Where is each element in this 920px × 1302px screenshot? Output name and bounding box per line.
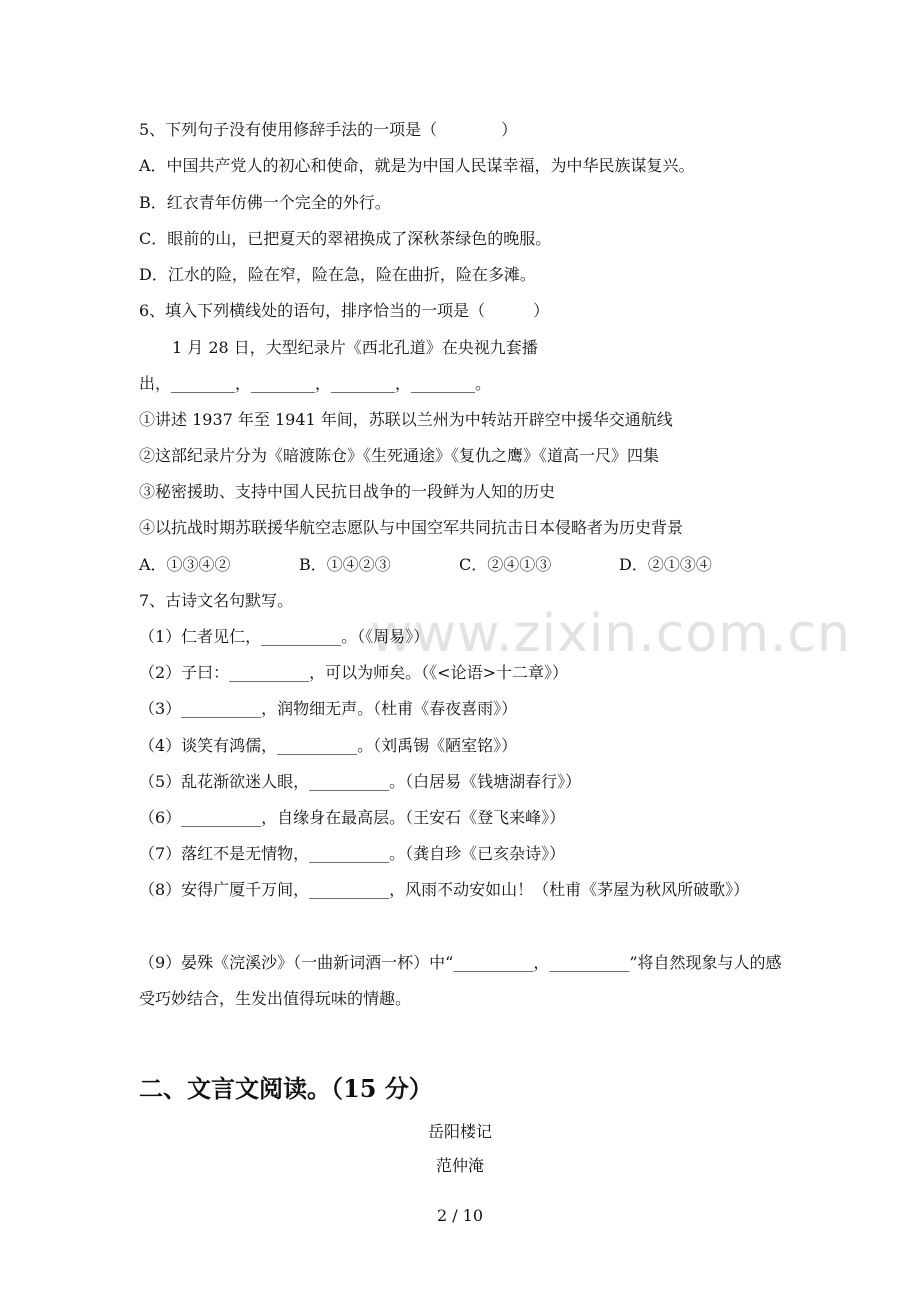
q5-stem: 5、下列句子没有使用修辞手法的一项是（ ） [139,120,518,139]
section-heading: 二、文言文阅读。（15 分） [139,1074,433,1103]
q6-option-b: B．①④②③ [299,555,391,574]
q7-item-3: （3）__________，润物细无声。（杜甫《春夜喜雨》） [139,699,518,718]
q7-item-8: （8）安得广厦千万间，__________，风雨不动安如山！（杜甫《茅屋为秋风所破歌》） [139,880,750,899]
q7-item-6: （6）__________，自缘身在最高层。（王安石《登飞来峰》） [139,808,566,827]
q6-sentence-1: ①讲述 1937 年至 1941 年间，苏联以兰州为中转站开辟空中援华交通航线 [139,410,673,429]
q6-sentence-4: ④以抗战时期苏联援华航空志愿队与中国空军共同抗击日本侵略者为历史背景 [139,518,684,537]
q7-item-7: （7）落红不是无情物，__________。（龚自珍《已亥杂诗》） [139,844,566,863]
q7-stem: 7、古诗文名句默写。 [139,591,294,610]
q5-option-c: C．眼前的山，已把夏天的翠裙换成了深秋茶绿色的晚服。 [139,229,552,248]
q5-option-a: A．中国共产党人的初心和使命，就是为中国人民谋幸福，为中华民族谋复兴。 [139,156,695,175]
q6-stem: 6、填入下列横线处的语句，排序恰当的一项是（ ） [139,301,550,320]
passage-author: 范仲淹 [435,1156,484,1175]
q7-item-1: （1）仁者见仁，__________。（《周易》） [139,627,430,646]
watermark: www.zixin.com.cn [370,604,851,664]
q6-option-c: C．②④①③ [459,555,552,574]
q5-option-b: B．红衣青年仿佛一个完全的外行。 [139,193,391,212]
q7-item-5: （5）乱花渐欲迷人眼，__________。（白居易《钱塘湖春行》） [139,772,582,791]
q6-sentence-3: ③秘密援助、支持中国人民抗日战争的一段鲜为人知的历史 [139,482,556,501]
passage-title: 岳阳楼记 [427,1122,492,1141]
q6-intro-line2: 出，________，________，________，________。 [139,374,492,393]
q6-option-a: A．①③④② [139,555,231,574]
q5-option-d: D．江水的险，险在窄，险在急，险在曲折，险在多滩。 [139,265,536,284]
q6-options [139,555,790,575]
q7-item-2: （2）子曰：__________，可以为师矣。（《<论语>十二章》） [139,663,568,682]
q6-intro-line1: 1 月 28 日，大型纪录片《西北孔道》在央视九套播 [172,338,538,357]
q7-item-4: （4）谈笑有鸿儒，__________。（刘禹锡《陋室铭》） [139,736,518,755]
page-number: 2 / 10 [436,1206,484,1225]
q7-item-9: （9）晏殊《浣溪沙》（一曲新词酒一杯）中“__________，__________”将自然现象与人的感受巧妙结合，生发出值得玩味的情趣。 [139,953,782,1008]
q6-option-d: D．②①③④ [619,555,712,574]
q6-sentence-2: ②这部纪录片分为《暗渡陈仓》《生死通途》《复仇之鹰》《道高一尺》四集 [139,446,660,465]
